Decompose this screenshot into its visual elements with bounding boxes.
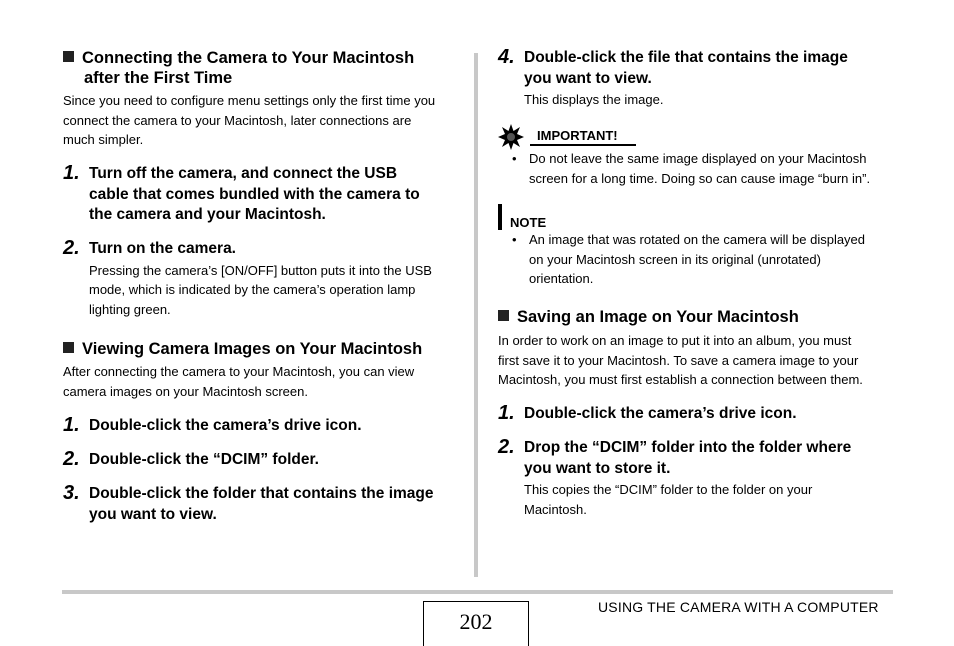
step-line: you want to view. [524, 69, 652, 87]
square-bullet-icon [63, 342, 74, 353]
step-detail-line: This displays the image. [524, 92, 664, 107]
bullet-line: screen for a long time. Doing so can cause image “burn in”. [529, 170, 871, 186]
step-line: you want to view. [89, 505, 217, 523]
step-detail-line: Macintosh. [524, 501, 587, 517]
burst-icon [498, 124, 524, 150]
step-2-turn-on [63, 239, 473, 319]
heading-text: Viewing Camera Images on Your Macintosh [82, 340, 423, 358]
step-detail-line: Pressing the camera’s [ON/OFF] button puts it into the USB [89, 262, 432, 278]
important-underline [530, 144, 636, 146]
important-label: IMPORTANT! [537, 128, 618, 143]
step-detail-line: mode, which is indicated by the camera’s operation lamp [89, 282, 416, 297]
step-line: Turn off the camera, and connect the USB [89, 165, 398, 182]
section-heading-saving [498, 307, 898, 327]
heading-line-1: Connecting the Camera to Your Macintosh [82, 49, 415, 67]
step-line: Double-click the file that contains the image [524, 49, 848, 66]
section-heading-connecting [63, 48, 473, 88]
step-line: Double-click the camera’s drive icon. [89, 417, 362, 434]
bullet-dot: • [512, 151, 517, 166]
step-line: Drop the “DCIM” folder into the folder where [524, 439, 852, 456]
step-3-double-click-folder [63, 484, 473, 525]
step-line: Double-click the camera’s drive icon. [524, 405, 797, 422]
step-1-turn-off [63, 164, 473, 226]
step-line: Turn on the camera. [89, 240, 236, 257]
step-number: 1. [498, 402, 515, 424]
bullet-line: Do not leave the same image displayed on your Macintosh [529, 151, 867, 166]
step-number: 3. [63, 482, 80, 504]
heading-text: Saving an Image on Your Macintosh [517, 308, 799, 326]
bullet-line: on your Macintosh screen in its original (unrotated) [529, 251, 821, 267]
body-line: connect the camera to your Macintosh, later connections are [63, 112, 412, 128]
section-body-saving [498, 331, 898, 390]
body-line: much simpler. [63, 132, 144, 147]
step-number: 4. [498, 46, 515, 68]
footer-rule [62, 590, 893, 594]
step-2-double-click-dcim [63, 450, 473, 471]
body-line: first save it to your Macintosh. To save a camera image to your [498, 352, 859, 368]
step-line: you want to store it. [524, 459, 671, 477]
step-1-double-click-drive-save [498, 404, 898, 425]
step-line: Double-click the “DCIM” folder. [89, 451, 319, 468]
column-divider [474, 53, 478, 577]
step-2-drop-dcim [498, 438, 898, 519]
note-label: NOTE [510, 215, 547, 230]
footer-section-label: USING THE CAMERA WITH A COMPUTER [598, 599, 879, 615]
step-line: cable that comes bundled with the camera to [89, 185, 420, 203]
section-body-viewing [63, 362, 473, 401]
step-line: the camera and your Macintosh. [89, 206, 326, 223]
step-detail-line: This copies the “DCIM” folder to the folder on your [524, 482, 813, 497]
body-line: In order to work on an image to put it into an album, you must [498, 333, 852, 348]
square-bullet-icon [63, 51, 74, 62]
step-number: 2. [498, 436, 515, 458]
bullet-dot: • [512, 232, 517, 247]
section-heading-viewing [63, 339, 473, 359]
note-bar-icon [498, 204, 502, 230]
step-4-double-click-file [498, 48, 898, 110]
heading-line-2: after the First Time [84, 69, 233, 87]
step-number: 2. [63, 448, 80, 470]
note-bullet [498, 230, 929, 289]
step-1-double-click-drive [63, 416, 473, 437]
bullet-line: An image that was rotated on the camera will be displayed [529, 232, 866, 247]
step-number: 2. [63, 237, 80, 259]
section-body-connecting [63, 91, 473, 150]
important-bullet [498, 149, 929, 188]
bullet-line: orientation. [529, 271, 594, 286]
page-number: 202 [423, 601, 529, 646]
step-number: 1. [63, 162, 80, 184]
square-bullet-icon [498, 310, 509, 321]
step-line: Double-click the folder that contains the image [89, 485, 434, 502]
step-number: 1. [63, 414, 80, 436]
body-line: Macintosh, you must first establish a connection between them. [498, 372, 863, 387]
body-line: Since you need to configure menu settings only the first time you [63, 93, 436, 108]
body-line: After connecting the camera to your Macintosh, you can view [63, 364, 415, 379]
body-line: camera images on your Macintosh screen. [63, 383, 308, 399]
step-detail-line: lighting green. [89, 301, 171, 317]
